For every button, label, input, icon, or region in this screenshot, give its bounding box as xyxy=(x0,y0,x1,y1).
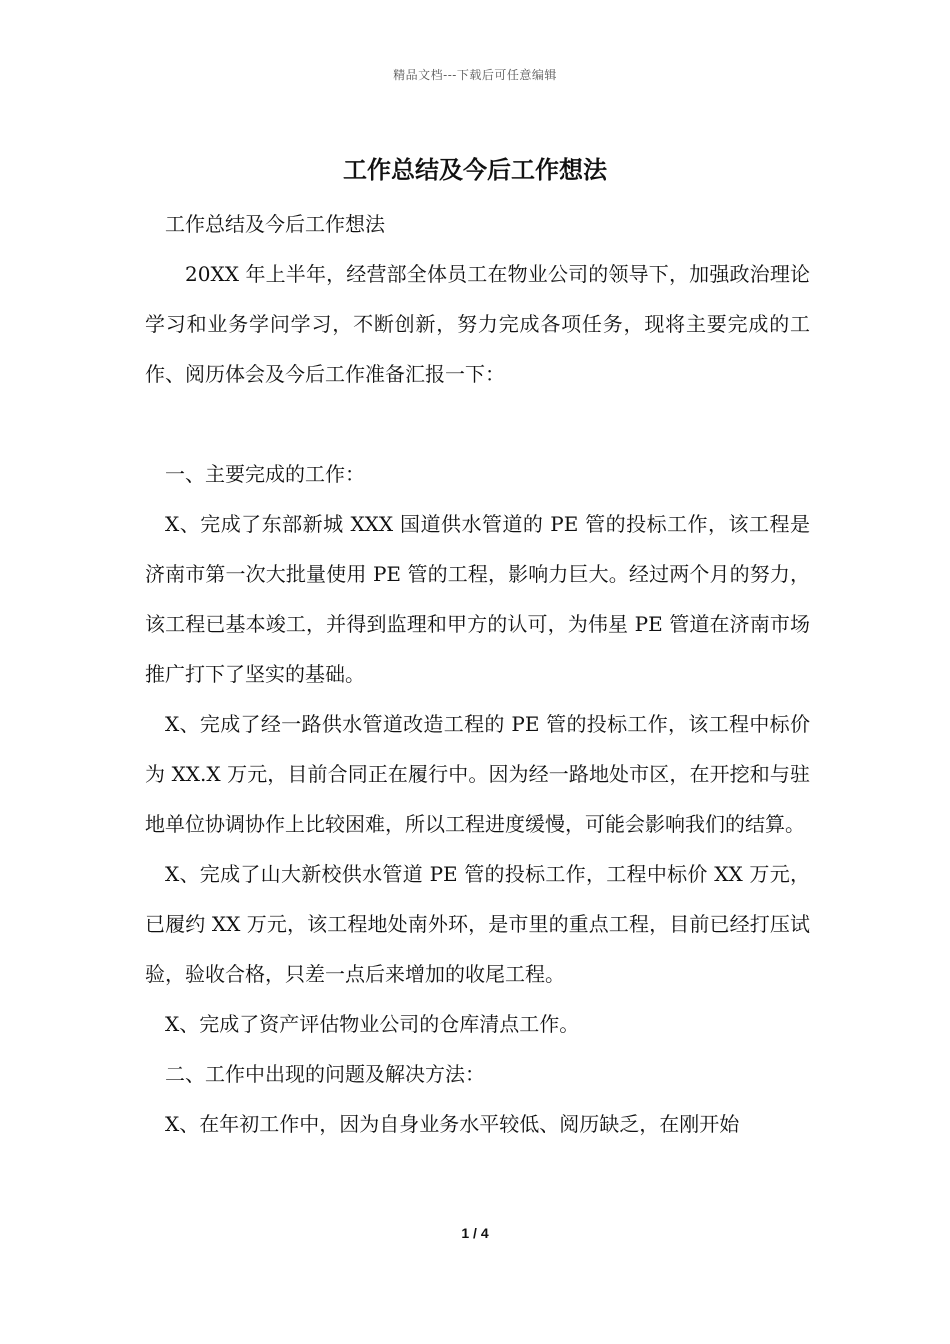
subtitle-paragraph: 工作总结及今后工作想法 xyxy=(165,212,385,236)
section-heading-2: 二、工作中出现的问题及解决方法： xyxy=(165,1062,485,1086)
document-body xyxy=(145,199,810,1149)
list-item: X、完成了资产评估物业公司的仓库清点工作。 xyxy=(165,1012,580,1036)
list-item: X、完成了东部新城 XXX 国道供水管道的 PE 管的投标工作，该工程是济南市第一次大批量使用 PE 管的工程，影响力巨大。经过两个月的努力，该工程已基本竣工，并得到监理和甲方的认可，为伟星 PE 管道在济南市场推广打下了坚实的基础。 xyxy=(145,512,810,686)
blank-line xyxy=(145,399,810,449)
document-title: 工作总结及今后工作想法 xyxy=(343,155,607,184)
page-number: 1 / 4 xyxy=(461,1225,489,1241)
intro-paragraph: 20XX 年上半年，经营部全体员工在物业公司的领导下，加强政治理论学习和业务学问学习，不断创新，努力完成各项任务，现将主要完成的工作、阅历体会及今后工作准备汇报一下： xyxy=(145,262,810,386)
section-heading-1: 一、主要完成的工作： xyxy=(165,462,365,486)
list-item: X、完成了经一路供水管道改造工程的 PE 管的投标工作，该工程中标价为 XX.X 万元，目前合同正在履行中。因为经一路地处市区，在开挖和与驻地单位协调协作上比较困难，所以工程进度缓慢，可能会影响我们的结算。 xyxy=(145,712,810,836)
list-item: X、完成了山大新校供水管道 PE 管的投标工作，工程中标价 XX 万元，已履约 XX 万元，该工程地处南外环，是市里的重点工程，目前已经打压试验，验收合格，只差一点后来增加的收尾工程。 xyxy=(145,862,810,986)
list-item: X、在年初工作中，因为自身业务水平较低、阅历缺乏，在刚开始 xyxy=(165,1112,740,1136)
running-header: 精品文档---下载后可任意编辑 xyxy=(393,68,557,82)
